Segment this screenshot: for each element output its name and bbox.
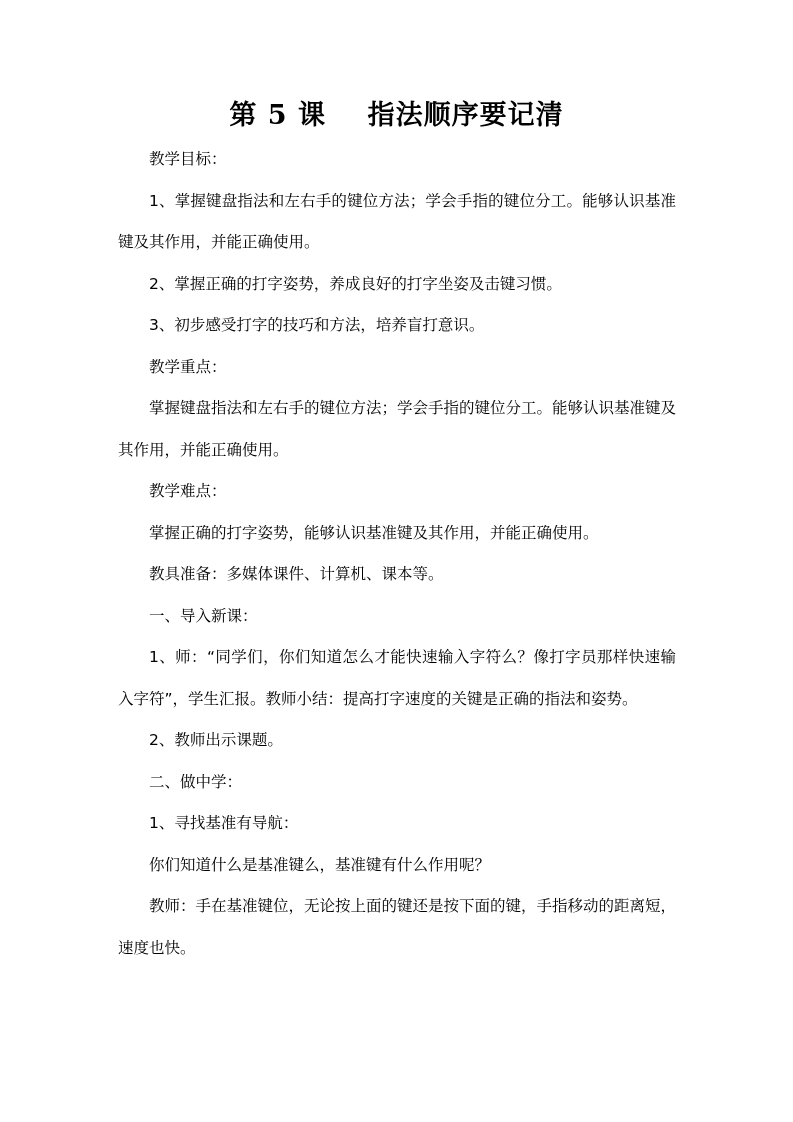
objective-item-1: 1、掌握键盘指法和左右手的键位方法；学会手指的键位分工。能够认识基准键及其作用，并能正确使用。: [118, 191, 676, 251]
activity-question: 你们知道什么是基准键么，基准键有什么作用呢？: [149, 855, 491, 874]
objective-item-2: 2、掌握正确的打字姿势，养成良好的打字坐姿及击键习惯。: [149, 274, 562, 293]
teaching-materials: 教具准备：多媒体课件、计算机、课本等。: [149, 565, 444, 583]
lesson-body: [118, 139, 676, 969]
key-points-text: 掌握键盘指法和左右手的键位方法；学会手指的键位分工。能够认识基准键及其作用，并能正确使用。: [118, 399, 677, 459]
section-heading-key-points: 教学重点：: [149, 357, 227, 376]
section-heading-difficulties: 教学难点：: [149, 482, 227, 500]
section-heading-introduction: 一、导入新课：: [149, 606, 258, 625]
section-heading-learning-by-doing: 二、做中学：: [149, 772, 243, 791]
difficulties-text: 掌握正确的打字姿势，能够认识基准键及其作用，并能正确使用。: [149, 523, 599, 542]
teacher-explanation: 教师：手在基准键位，无论按上面的键还是按下面的键，手指移动的距离短，速度也快。: [118, 897, 677, 957]
introduction-step-1: 1、师：“同学们，你们知道怎么才能快速输入字符么？像打字员那样快速输入字符”，学生汇报。教师小结：提高打字速度的关键是正确的指法和姿势。: [118, 648, 676, 708]
objective-item-3: 3、初步感受打字的技巧和方法，培养盲打意识。: [149, 316, 485, 334]
introduction-step-2: 2、教师出示课题。: [149, 731, 283, 749]
activity-heading-1: 1、寻找基准有导航：: [149, 814, 299, 832]
section-heading-objectives: 教学目标：: [149, 150, 227, 168]
lesson-title: 第 5 课 指法顺序要记清: [229, 100, 564, 131]
